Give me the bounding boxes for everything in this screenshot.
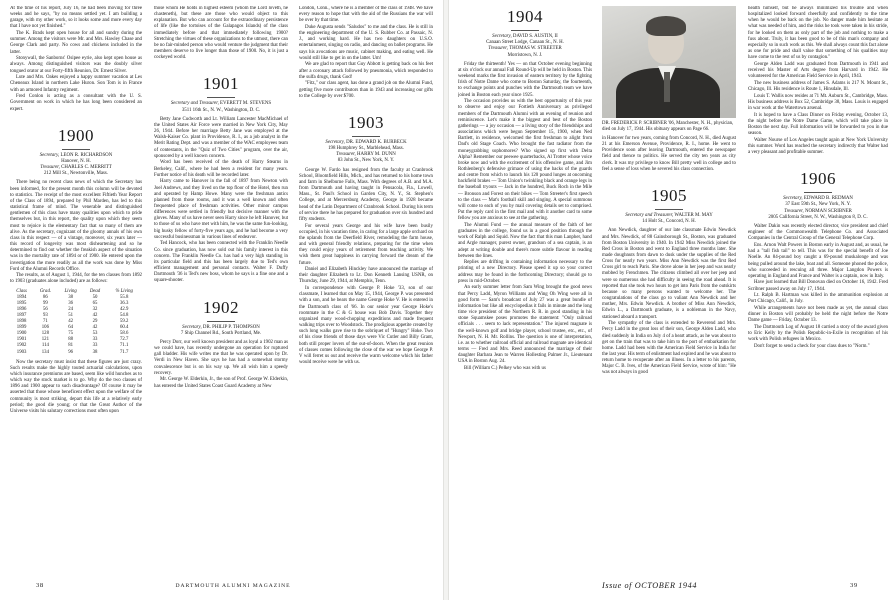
secretary-line — [458, 34, 592, 59]
left-column-3 — [299, 6, 433, 578]
table-header: Class — [16, 288, 27, 294]
secretary-name: LEON R. RICHARDSON — [60, 152, 113, 158]
paragraph: Now the secretary must insist that these figures are just crazy. Such results make the highly touted actuarial calculations, upon which insurance premiums are based, seem like wild hunches as to which way the stock market is to go. Why do the two classes of 1896 and 1900 appear to such disadvantage? Of course it may be asserted that those whose beneficent effect upon the welfare of the community is most striking, depart this life at a relatively early period; the good die young; or that the Great Author of the Universe visits his salutary corrections most often upon — [10, 359, 142, 414]
right-column-2 — [602, 6, 736, 578]
right-column-3 — [748, 6, 888, 578]
treasurer-address: 2005 California Street, N. W., Washington 8, D. C. — [768, 214, 868, 220]
treasurer-address: 83 John St., New York, N. Y. — [337, 158, 395, 164]
secretary-label: Secretary, — [492, 34, 512, 39]
portrait-photo — [602, 6, 736, 118]
table-cell: 53 — [92, 331, 98, 337]
photo-figure-tie — [664, 72, 670, 102]
left-page — [0, 0, 440, 600]
table-cell: 38 — [68, 294, 74, 300]
secretary-address: Canaan Street Lodge, Canaan St., N. H. — [486, 40, 564, 46]
table-cell: 1900 — [16, 331, 27, 337]
class-year-heading: 1901 — [203, 74, 239, 94]
table-cell: 1896 — [16, 306, 27, 312]
treasurer-label: Treasurer, — [784, 208, 804, 214]
class-1903-section — [299, 114, 433, 366]
secretary-line — [154, 101, 288, 113]
paragraph: The sympathy of the class is extended to Reverend and Mrs. Percy Ladd in the great loss of their son, George Alden Ladd, who died suddenly in India on July 4 of a heart attack, as he was about to get on the train that was to take him to the port of embarkation for home. Ladd had been with the American Field Service in India for the last year. His term of enlistment had expired and he was about to return home to recuperate after an illness. In a letter to his parents, Major C. B. Ives, of the American Field Service, wrote of him: "He was not always in good — [602, 321, 736, 376]
divider — [207, 97, 235, 98]
secretary-label: Secretary and Treasurer, — [625, 212, 674, 218]
page-number-left: 38 — [36, 582, 44, 589]
paragraph: George Alden Ladd was graduated from Dartmouth in 1941 and received his Master of Arts degree from Harvard in 1942. He volunteered for the American Field Service in April, 1943. — [748, 61, 888, 80]
paragraph: Bill (William C.) Pelkey who was with us — [464, 365, 546, 371]
table-cell: 71 — [42, 319, 48, 325]
secretary-name: EDWARD B. REDMAN — [803, 196, 853, 202]
secretary-line — [602, 213, 736, 225]
paragraph: The occasion provides us with the best opportunity of this year to observe and enjoy our Fortieth Anniversary as privileged members of the Dartmouth Alumni with an evening of reunion and reminiscence. Let's make it the biggest and best of the Boston gatherings — a joy occasion — a living story of the friendships and associations which were begun September 15, 1900, when Ned Bartlett, in residence, welcomed the first freshman to alight from Dad's old Stage Coach. Who brought the fast radiator from the moneygrabbing sophomores? Who signed up first with Delta Alpha? Remember our peewee quarterbacks, Al Trotter whose voice broke now and with the excitement of his offensive game, and Jim Rothlenberg's defensive grimace of using the backs of the guards and centre from which to launch his 120 pound lunges at oncoming backfield brakes — Tom Union's twinkling black and orange legs in the baseball tryouts — Jack in the hundred, Buck Roch in the Mile — Bronson and Forest on their bikes — Tom Streeter's first speech to the class — Mat's football skill and singing. A special summons will come to each of you by mail covering details set to comprised. Put the reply card in the first mail and with it another card to some fellow you are anxious to see at the gathering. — [458, 99, 592, 222]
table-header: % Living — [115, 288, 133, 294]
paragraph: The K. Brads kept open house for all and sundry during the summer. Among the visitors were Mr. and Mrs. Hawley Chase and George Clark and party. No cows and chickens included in the latter. — [10, 31, 142, 55]
table-cell: 1894 — [16, 294, 27, 300]
divider — [352, 136, 380, 137]
paragraph: Louis T. Wallis now resides at 71 Mt. Auburn St., Cambridge, Mass. His business address is Box 52, Cambridge 38, Mass. Louis is engaged in war work at the Watertown arsenal. — [748, 93, 888, 111]
paragraph: Ens. Arnon Walt Powers in Boston early in August and, as usual, he had a "tall fish tail" to tell. This was for the special benefit of Joe Noelle. An 84-pound boy caught a 69-pound muskalonge and was being pulled around the lake, boat and all. Someone phoned the police, who succeeded in rescuing all three. Major Langdon Powers is operating in England and France and Walter is a captain, now in Italy. — [748, 243, 888, 279]
paragraph: The Alumni Fund — the annual measure of the faith of her graduates in the college, found us in a good position through the work of Ralph and Squid. Now the fact that this man Lanpher, hand and Argle manager, purest owner, grandson of a sea captain, is an adept at writing double and there's more subtle flavour in reading between the lines. — [458, 222, 592, 259]
table-row — [10, 350, 142, 356]
table-cell: 58.6 — [119, 331, 129, 337]
secretary-line — [10, 153, 142, 178]
paragraph: Fred Conlon is acting as a consultant with the U. S. Government on work in which he has long been considered an expert. — [10, 94, 142, 112]
table-cell: 1899 — [16, 325, 27, 331]
paragraph: London, Conn., where he is a member of the class of 1948. We have every reason to hope that with the aid of the Russians the war will be over by that time. — [299, 6, 433, 24]
class-1906-section — [748, 170, 888, 350]
table-cell: 96 — [68, 349, 74, 355]
table-cell: 42 — [92, 313, 98, 318]
divider — [62, 149, 90, 150]
paragraph: Lute and Mrs. Oakes enjoyed a happy summer vacation at Les Cheneaux Island in northern Lake Huron. Son Tom is in France with an armored Infantry regiment. — [10, 75, 142, 93]
issue-line: Issue of OCTOBER 1944 — [602, 581, 698, 590]
secretary-name: DR. PHILIP P. THOMPSON — [202, 324, 260, 330]
secretary-label: Secretary, — [39, 152, 60, 158]
secretary-label: Secretary, — [783, 196, 803, 202]
paragraph: The Dartmouth Log of August 18 carried a story of the award given to Eric Kelly by the Polish Republic-in-Exile in recognition of his work with Polish refugees in Mexico. — [748, 325, 888, 343]
table-cell: 114 — [41, 343, 49, 349]
paragraph: At the time of his report, July 16, he had been moving for three weeks and he says, "by no means settled yet. I am building a garage, with my other work, so it looks some and more every day that I have not yet finished." — [10, 6, 142, 30]
longevity-table — [10, 289, 142, 356]
table-cell: 65 — [92, 300, 98, 306]
class-year-heading: 1900 — [58, 125, 94, 145]
secretary-line — [748, 196, 888, 221]
left-column-2 — [154, 6, 288, 578]
table-cell: 1901 — [16, 337, 27, 343]
photo-caption: DR. FREDERICK P. SCRIBNER '06, Manchester, N. H., physician, died on July 17, 1944. His obituary appears on Page 66. — [602, 121, 734, 132]
table-cell: 134 — [41, 349, 49, 355]
secretary-address: 7 Ship Channel Rd., South Portland, Me. — [180, 330, 262, 336]
secretary-address: 3511 16th St., N. W., Washington, D. C. — [181, 107, 261, 113]
paragraph: George W. Fardo has resigned from the faculty at Cranbrook School, Bloomfield Hills, Mich., and has returned to his home town and farm in Shelburne Falls, Mass. With degrees of A.B. and M.A. from Dartmouth and having taught in Pensacola, Fla., Lowell, Mass., St. Paul's School in Garden City, N. Y., St. Stephen's College, and at Mercersburg Academy, George in 1928 became head of the Latin Department of Cranbrook School. During his term of service there he has prepared for graduation over six hundred and fifty students. — [299, 167, 433, 222]
table-cell: 24 — [68, 306, 74, 312]
class-1902-section — [154, 299, 288, 390]
table-cell: 64 — [68, 325, 74, 331]
paragraph: Walter Nourse of Los Angeles taught again at New York University this summer. Word has reached the secretary indirectly that Walter had a very pleasant and profitable summer. — [748, 137, 888, 156]
paragraph: Harry came to Hanover in the fall of 1897 from Newton with Joel Andrews, and they lived on the top floor of the Hotel, then run and operated by Hamp Howe. Many were the freshman antics planned from those rooms, and it was a well known and often frequented place of freshman activities. Other minor campus differences were settled in friendly but decisive manner with the gloves. Many of us have never seen Harry since he left Hanover, but to those of us who have met with him, he was the same fun-looking, big husky fellow of forty-five years ago, and he had become a very successful businessman in various lines of endeavor. — [154, 179, 288, 240]
paragraph: Friday the thirteenth! Yes — on that October evening beginning at six o'clock our annual Fall Round-Up will be held in Boston. This weekend marks the first invasion of eastern territory by the fighting Irish of Notre Dame who come to Boston Saturday, the fourteenth, to exchange points and punches with the Dartmouth team we have joined in Boston each year since 1925. — [458, 61, 592, 98]
class-year-heading: 1905 — [651, 185, 687, 205]
paragraph: We are glad to report that Guy Abbott is getting back on his feet after a coronary attack followed by pneumonia, which responded to the sulfa drugs, thank God! — [299, 62, 433, 80]
divider — [804, 192, 832, 193]
divider — [207, 321, 235, 322]
paragraph: It is hoped to have a Class Dinner on Friday evening, October 13, the night before the Notre Dame Game, which will take place in Boston the next day. Full information will be forwarded to you in due season. — [748, 112, 888, 137]
class-1905-section — [602, 187, 736, 377]
treasurer-label: Treasurer, — [488, 46, 508, 52]
secretary-line — [154, 325, 288, 337]
photo-figure-hair — [646, 16, 686, 36]
paragraph: There being no recent class news of which the Secretary has been informed, for the present month this column will be devoted to statistics. The receipt of the most excellent Fiftieth Year Report of the Class of 1894, prepared by Phil Marden, has led to this statistical frame of mind. The venerable and distinguished gentlemen of this class have many qualities upon which to pride themselves but, in this report, the quality upon which they seem most to rejoice is the elementary fact that so many of them are alive. As the secretary, cognizant of the gloomy annals of his own class in this respect — of a vintage, moreover, six years later — this record of longevity was most disheartening and so he determined to find out whether the freakish aspect of the situation was in the mortality rate of 1894 or of 1900. He entered upon the investigation the more readily as all the work was done by Miss Ford of the Alumni Records Office. — [10, 180, 142, 272]
paragraph: Lt. Ralph B. Hartman was killed in the ammunition explosion at Port Chicago, Calif., in July. — [748, 293, 888, 305]
secretary-name: DR. EDWARD K. BURBECK — [346, 139, 407, 145]
class-year-heading: 1906 — [800, 169, 836, 189]
class-year-heading: 1902 — [203, 297, 239, 317]
secretary-address: 198 Humphrey St., Marblehead, Mass. — [328, 146, 404, 152]
treasurer-label: Treasurer, — [336, 152, 356, 158]
table-header: Grad. — [39, 288, 52, 294]
magazine-masthead: DARTMOUTH ALUMNI MAGAZINE — [175, 583, 291, 589]
secretary-label: Secretary, — [325, 139, 345, 145]
paragraph: health himself, but he always minimized his trouble and when hospitalized looked forward cheerfully and confidently to the time when he would be back on the job. No danger made him hesitate at what was needed of him, and the risks he took were taken in his stride, for he looked on them as only part of the job and nothing to make a fuss about. Truly, it has been good to be of this man's company and especially so in such work as this. We shall always count this fact alone as one for pride and shall value that something of his qualities may have come to the rest of us by contagion." — [748, 6, 888, 61]
right-column-1 — [458, 6, 592, 578]
paragraph: Ted Hancock, who has been connected with the Franklin Needle Co. since graduation, has now sold out his family interest in this concern. The Franklin Needle Co. has had a very high standing in its particular field and this has been largely due to Ted's own efficient management and personal contacts. Walter F. Duffy Dartmouth '36 is Ted's new boss, whom he says is a fine one and a square-shooter. — [154, 241, 288, 284]
class-1904-section — [458, 8, 592, 372]
divider — [655, 209, 683, 210]
page-gutter — [443, 0, 449, 600]
secretary-address: 14 Holt St., Concord, N. H. — [642, 219, 696, 225]
table-cell: 1903 — [16, 349, 27, 355]
secretary-line — [299, 140, 433, 165]
table-cell: 33 — [92, 343, 98, 349]
table-cell: 88 — [68, 337, 74, 343]
table-cell: 38 — [92, 349, 98, 355]
table-cell: 36 — [68, 300, 74, 306]
table-cell: 60.4 — [119, 325, 129, 331]
table-cell: 1897 — [16, 313, 27, 318]
paragraph: Stonywall, the Sanborns' Osipee eyrie, also kept open house as always. Among distinguished visitors was the doubly silver tongued orator at our Forty-fifth Reunion, Dr. Ernest Silver. — [10, 56, 142, 74]
class-year-heading: 1903 — [348, 112, 384, 132]
paragraph: Duke Augusta sends "Saludos" to me and the class. He is still in the engineering department of the U. S. Rubber Co. at Passaic, N. J., and working hard. He has two daughters on U.S.O. entertainment, singing on radio, and dancing on ballet programs. He says his avocations are music, cabinet making, and eating well. He would still like to get in on the latter. Um! — [299, 24, 433, 61]
table-cell: 50 — [92, 294, 98, 300]
table-cell: 106 — [41, 325, 49, 331]
table-cell: 55.8 — [119, 294, 129, 300]
secretary-label: Secretary, — [182, 324, 202, 330]
paragraph: Don't forget to send a check for your class dues to "Norm." — [754, 344, 870, 350]
table-header: Living — [64, 288, 77, 294]
paragraph: Ann Newdick, daughter of our late classmate Edwin Newdick and Mrs. Newdick, of 88 Gainsborough St., Boston, was graduated from Boston University in 1940. In 1942 Miss Newdick joined the Red Cross in Boston and went to England three months later. She made doughnuts from dawn to dusk under the supplies of the Red Cross for nearly two years. Miss Ann Newdick was the first Red Cross girl to reach Paris. She drove alone in her jeep and was nearly mobbed by Frenchmen. The citizens climbed all over her jeep and were so numerous she had difficulty in seeing the road ahead. It is reported that she took two hours to get into Paris from the outskirts because so many persons wanted to welcome her. The congratulations of the class go to valiant Ann Newdick and her mother, Mrs. Edwin Newdick. A brother of Miss Ann Newdick, Edwin L., a Dartmouth graduate, is a nobleman in the Navy, stationed aboard a transport. — [602, 228, 736, 320]
table-body — [10, 295, 142, 356]
treasurer-name: CHARLES C. MERRITT — [61, 165, 112, 171]
table-cell: 54.8 — [119, 313, 129, 318]
table-cell: 71.7 — [119, 349, 129, 355]
paragraph: Mr. George W. Elderkin, Jr., the son of Prof. George W. Elderkin, has entered the United States Coast Guard Academy at New — [154, 377, 288, 389]
table-cell: 1895 — [16, 300, 27, 306]
table-cell: 56 — [42, 306, 48, 312]
treasurer-address: 212 Mill St., Newtonville, Mass. — [43, 171, 109, 177]
table-cell: 1898 — [16, 319, 27, 325]
paragraph: those whom He holds in highest esteem (whom the Lord loveth, he chasteneth), but these are those who would object to this explanation. But who can account for the extraordinary persistence of life (like the tortoises of the Galapagos Islands) of the class immediately before and that immediately following 1900? Stretching the virtues of these organizations to the utmost, there can be no fair-minded person who would venture the judgment that their members deserve to live longer than those of 1900. No, it is just a cockeyed world. — [154, 6, 288, 61]
table-cell: 121 — [41, 337, 49, 343]
paragraph: Daniel and Elizabeth Hinckley have announced the marriage of their daughter Elizabeth to Lt. Don Kenneth Lansing USNR, on Thursday, June 29, 1944, at Memphis, Tenn. — [299, 267, 433, 285]
table-cell: 75 — [68, 331, 74, 337]
paragraph: "Fitz," our class agent, has done a grand job on the Alumni Fund, getting five more contributors than in 1943 and increasing our gifts to the College by over $700. — [299, 81, 433, 99]
paragraph: The new business address of James S. Adams is 217 N. Mount St., Chicago, Ill. His residence is Route 1, Hinsdale, Ill. — [748, 80, 888, 93]
paragraph: Walter Dakin was recently elected director, vice president and chief engineer of the Commonwealth Telephone Co. and Associated Companies in the Central Group of the General Telephone Corp. — [748, 224, 888, 242]
secretary-address: Hanover, N. H. — [61, 158, 91, 164]
table-cell: 128 — [41, 331, 49, 337]
secretary-name: WALTER M. MAY — [674, 212, 713, 218]
table-cell: 42.9 — [119, 306, 129, 312]
left-column-1 — [10, 6, 142, 578]
paragraph: An early summer letter from Sam Wing brought the good news that Percy Ladd, Myron Williams and Wing Oh Wing were all in good form — Sam's broadcast of July 27 was a great bundle of information but like all encyclopedias it fails in minute and the long time vice president of the Northern R. R. in good standing in his stone Squamskee poses promotes the statement: "Only railroad officials . . . seem to lack representation." The injured magnate is the well-known golf and bridge player, school trustee, etc., etc., of Newport, N. H. Mr. Rollins. The question is one of interpretation, i.e. as to whether railroad official and railroad magnate are identical terms — Fred and Mrs. Reed announced the marriage of their daughter Barbara Jean to Warren Hollesting Palmer Jr., Lieutenant USA in Boston Aug. 24. — [458, 285, 592, 365]
table-cell: 1902 — [16, 343, 27, 349]
paragraph: Word has been received of the death of Harry Stearns in Berkeley, Calif., where he had been a resident for many years. Further notice of his death will be recorded later. — [154, 160, 288, 178]
paragraph: Percy Dorr, our well known president and as loyal a 1902 man as we could have, has recently undergone an operation for ruptured gall bladder. His wife writes me that he was operated upon by Dr. Verdi in New Haven. She says he has had a somewhat stormy convalescence but is on his way up. We all wish him a speedy recovery. — [154, 339, 288, 376]
table-cell: 71.1 — [119, 343, 129, 349]
paragraph: Betty Jane Cudworth and Lt. William Lancester MacMichael of the United States Air Force were married in New York City, May 26, 1944. Before her marriage Betty Jane was employed at the Walsh-Kaiser Co. plant in Providence, R. I., as a job analyst in the Merit Rating Dept. and was a member of the WAC employees team of contestants, in the "Quiz of Two Cities" program, over the air, sponsored by a well known concern. — [154, 116, 288, 159]
secretary-address: 37 East 59th St., New York, N. Y. — [785, 202, 851, 208]
table-cell: 72.7 — [119, 337, 129, 343]
paragraph: in Hanover for two years, coming from Concord, N. H., died August 21 at his Emerson Avenue, Providence, R. I., home. He went to Providence soon after leaving Dartmouth, entered the newspaper field and thence to politics. He served the city ten years as city clerk. It was my privilege to know Bill pretty well in college and to feel a sense of loss when he severed his class connection. — [602, 136, 736, 172]
table-cell: 29 — [92, 319, 98, 325]
treasurer-address: Morristown, N. J. — [507, 52, 543, 58]
table-cell: 32 — [92, 306, 98, 312]
class-1901-section — [154, 75, 288, 284]
page-number-right: 39 — [850, 582, 858, 589]
class-1900-section — [10, 127, 142, 415]
table-cell: 86 — [42, 294, 48, 300]
treasurer-name: THOMAS W. STREETER — [509, 46, 562, 52]
paragraph: For several years George and his wife have been busily occupied, in his vacation time, in caring for a large apple orchard on the uplands from the Deerfield River, remodeling the farm house, and with general friendly relations, preparing for the time when they could enjoy years of retirement from teaching activity. We wish them great happiness in carrying forward the dream of the future. — [299, 223, 433, 266]
paragraph: Have just learned that Bill Donovan died on October 16, 1942. Fred Scribner passed away on July 17, 1944. — [748, 280, 888, 292]
paragraph: The results, as of August 1, 1944, for the ten classes from 1892 to 1903 (graduates alone included) are as follows: — [10, 273, 142, 285]
table-cell: 51 — [68, 313, 74, 318]
secretary-name: DAVID S. AUSTIN, II — [512, 34, 558, 39]
table-cell: 42 — [92, 325, 98, 331]
table-cell: 42 — [68, 319, 74, 325]
right-page — [452, 0, 896, 600]
paragraph: While arrangements have not been made as yet, the annual class dinner in Boston will probably be held the night before the Notre Dame game — Friday, October 13. — [748, 306, 888, 324]
secretary-label: Secretary and Treasurer, — [170, 101, 219, 107]
treasurer-name: NORMAN SCRIBNER — [804, 208, 852, 214]
table-cell: 81 — [68, 343, 74, 349]
table-cell: 59.2 — [119, 319, 129, 325]
treasurer-label: Treasurer, — [40, 165, 60, 171]
paragraph: In correspondence with George P. Hoke '33, son of our classmate, I learned that on May 15, 1944, George P. was presented with a son, and he bears the name George Hoke V. He is entered in the Dartmouth class of '66. In our senior year George Hoke's roommate in the C & G house was Bob Davis. Together they organized many wood-chopping expeditions and made frequent walking trips over to Woodstock. The prodigious appetite created by such long walks gave rise to the sobriquet of "Hungry" Hoke. Two of his close friends of those days were Vic Cutler and Billy Grant, both still proper lovers of the out-of-doors. When the great reunion of classes comes following the close of the war we hope George P. V will ferret us out and receive the warm welcome which his father would receive were he with us. — [299, 286, 433, 365]
table-cell: 36.3 — [119, 300, 129, 306]
secretary-name: EVERETT M. STEVENS — [220, 101, 272, 107]
divider — [511, 30, 539, 31]
table-cell: 33 — [92, 337, 98, 343]
treasurer-name: HARRY M. DUNN — [357, 152, 396, 158]
paragraph: Replies are drifting in containing information necessary to the printing of a new Directory. Please speed it up so your correct address may be found in the forthcoming Directory; should go to press in mid-October. — [458, 260, 592, 284]
table-cell: 93 — [42, 313, 48, 318]
table-cell: 99 — [42, 300, 48, 306]
class-year-heading: 1904 — [507, 7, 543, 26]
table-header: Dead — [89, 288, 101, 294]
